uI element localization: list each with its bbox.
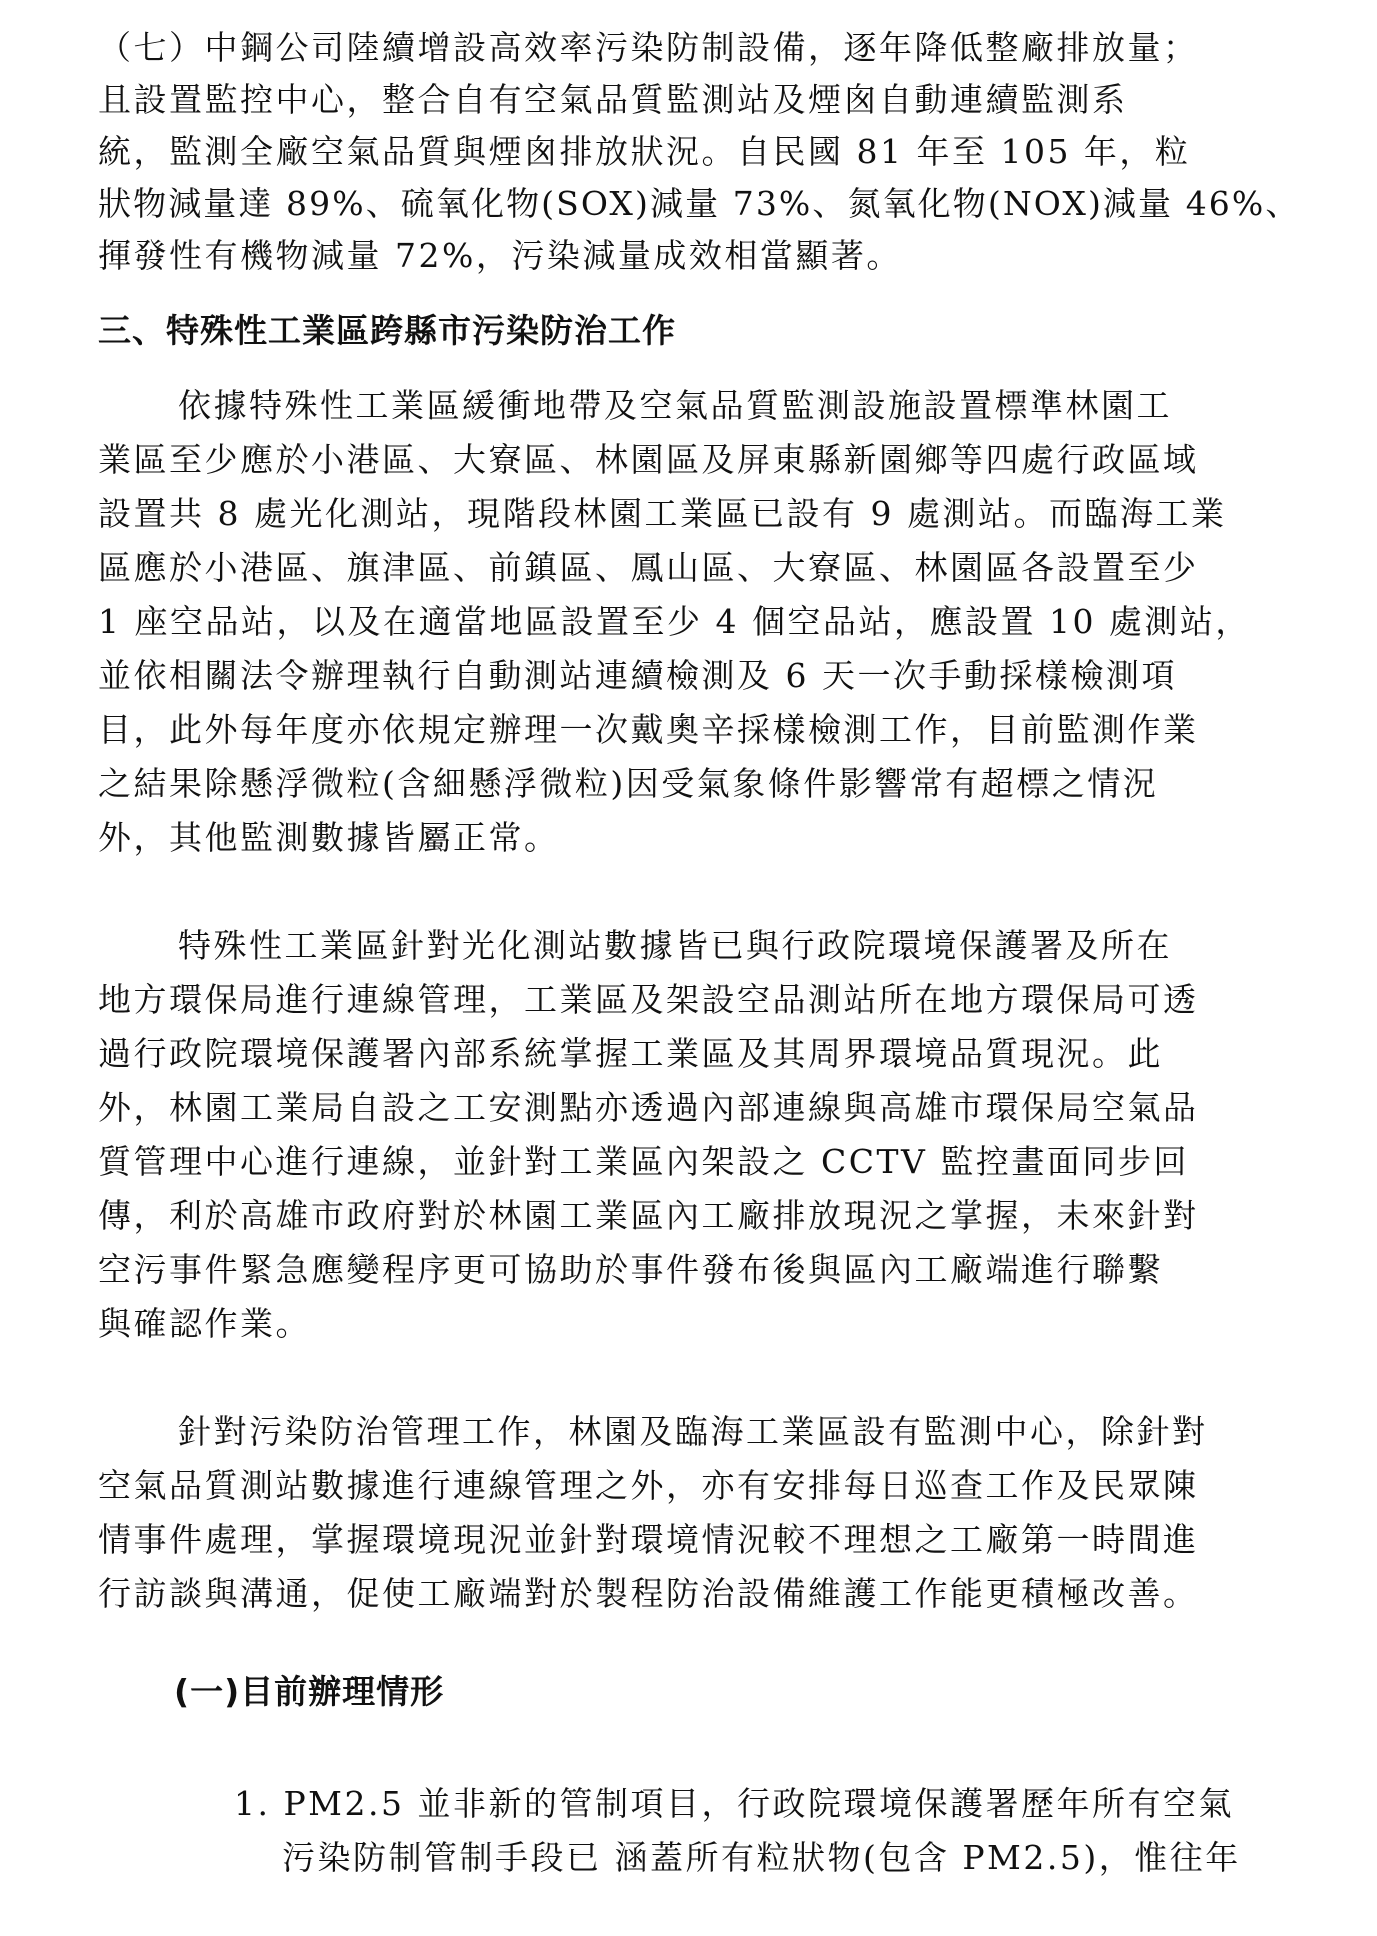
p7-line-5: 揮發性有機物減量 72%，污染減量成效相當顯著。 bbox=[98, 236, 902, 275]
para1-line-8: 之結果除懸浮微粒(含細懸浮微粒)因受氣象條件影響常有超標之情況 bbox=[98, 764, 1159, 803]
para2-line-1: 特殊性工業區針對光化測站數據皆已與行政院環境保護署及所在 bbox=[178, 926, 1172, 965]
p7-line-2: 且設置監控中心，整合自有空氣品質監測站及煙囪自動連續監測系 bbox=[98, 80, 1128, 119]
para2-line-7: 空污事件緊急應變程序更可協助於事件發布後與區內工廠端進行聯繫 bbox=[98, 1250, 1163, 1289]
para2-line-3: 過行政院環境保護署內部系統掌握工業區及其周界環境品質現況。此 bbox=[98, 1034, 1163, 1073]
para2-line-2: 地方環保局進行連線管理，工業區及架設空品測站所在地方環保局可透 bbox=[98, 980, 1199, 1019]
para2-line-5: 質管理中心進行連線，並針對工業區內架設之 CCTV 監控畫面同步回 bbox=[98, 1142, 1189, 1181]
para3-line-1: 針對污染防治管理工作，林園及臨海工業區設有監測中心，除針對 bbox=[178, 1412, 1208, 1451]
para1-line-4: 區應於小港區、旗津區、前鎮區、鳳山區、大寮區、林園區各設置至少 bbox=[98, 548, 1199, 587]
para1-line-6: 並依相關法令辦理執行自動測站連續檢測及 6 天一次手動採樣檢測項 bbox=[98, 656, 1177, 695]
para1-line-5: 1 座空品站，以及在適當地區設置至少 4 個空品站，應設置 10 處測站， bbox=[98, 602, 1251, 641]
p7-line-4: 狀物減量達 89%、硫氧化物(SOX)減量 73%、氮氧化物(NOX)減量 46%、 bbox=[98, 184, 1301, 223]
section-3-heading: 三、特殊性工業區跨縣市污染防治工作 bbox=[98, 311, 676, 350]
para2-line-6: 傳，利於高雄市政府對於林園工業區內工廠排放現況之掌握，未來針對 bbox=[98, 1196, 1199, 1235]
para3-line-2: 空氣品質測站數據進行連線管理之外，亦有安排每日巡查工作及民眾陳 bbox=[98, 1466, 1199, 1505]
para1-line-9: 外，其他監測數據皆屬正常。 bbox=[98, 818, 560, 857]
para3-line-4: 行訪談與溝通，促使工廠端對於製程防治設備維護工作能更積極改善。 bbox=[98, 1574, 1199, 1613]
para1-line-2: 業區至少應於小港區、大寮區、林園區及屏東縣新園鄉等四處行政區域 bbox=[98, 440, 1199, 479]
item1-line-2: 污染防制管制手段已 涵蓋所有粒狀物(包含 PM2.5)，惟往年 bbox=[282, 1838, 1241, 1877]
para1-line-1: 依據特殊性工業區緩衝地帶及空氣品質監測設施設置標準林園工 bbox=[178, 386, 1172, 425]
para1-line-7: 目，此外每年度亦依規定辦理一次戴奧辛採樣檢測工作，目前監測作業 bbox=[98, 710, 1199, 749]
para2-line-8: 與確認作業。 bbox=[98, 1304, 311, 1343]
para1-line-3: 設置共 8 處光化測站，現階段林園工業區已設有 9 處測站。而臨海工業 bbox=[98, 494, 1227, 533]
p7-line-1: （七）中鋼公司陸續增設高效率污染防制設備，逐年降低整廠排放量； bbox=[98, 28, 1199, 67]
para3-line-3: 情事件處理，掌握環境現況並針對環境情況較不理想之工廠第一時間進 bbox=[98, 1520, 1199, 1559]
item1-line-1: 1. PM2.5 並非新的管制項目，行政院環境保護署歷年所有空氣 bbox=[234, 1784, 1234, 1823]
subsection-1-heading: (一)目前辦理情形 bbox=[174, 1672, 445, 1711]
para2-line-4: 外，林園工業局自設之工安測點亦透過內部連線與高雄市環保局空氣品 bbox=[98, 1088, 1199, 1127]
p7-line-3: 統，監測全廠空氣品質與煙囪排放狀況。自民國 81 年至 105 年，粒 bbox=[98, 132, 1191, 171]
